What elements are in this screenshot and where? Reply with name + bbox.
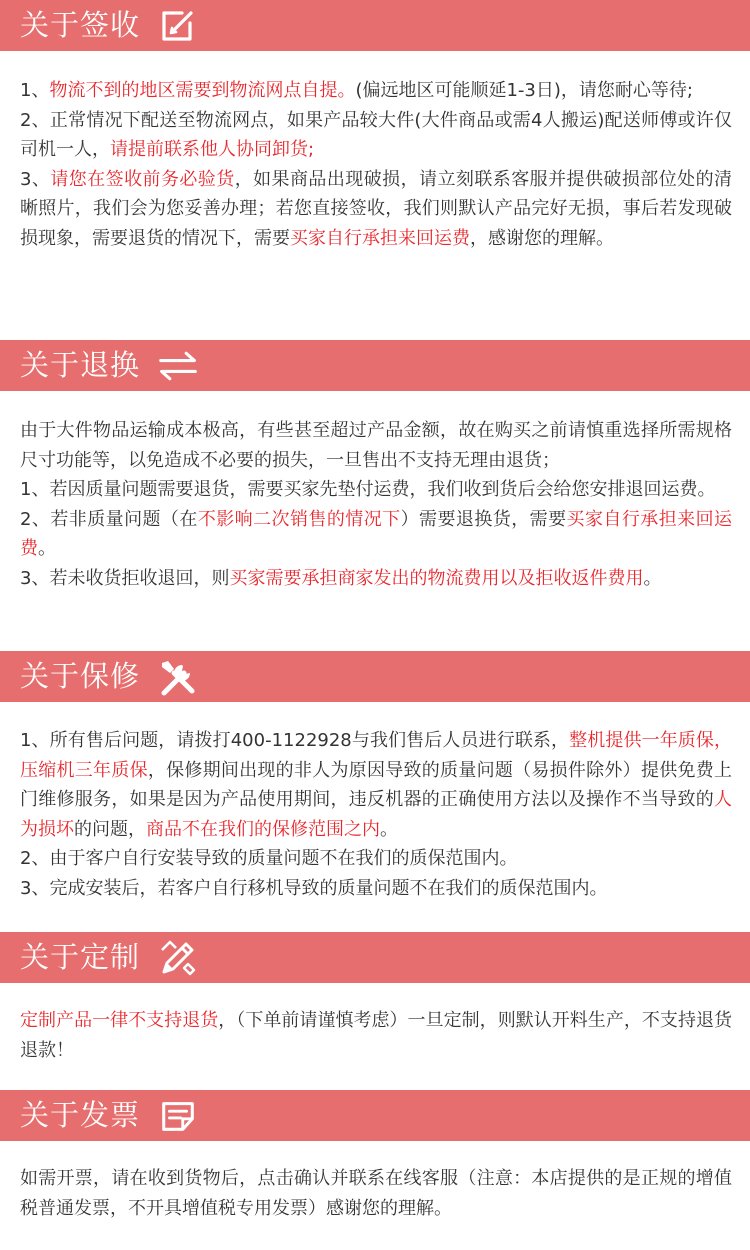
- body-text: 如需开票，请在收到货物后，点击确认并联系在线客服（注意：本店提供的是正规的增值税普通发票，不开具增值税专用发票）感谢您的理解。: [20, 1168, 732, 1219]
- body-text: 1、所有售后问题，请拨打400-1122928与我们售后人员进行联系，: [20, 730, 570, 751]
- section-body-warranty: [20, 726, 732, 904]
- body-text: 。: [380, 818, 398, 840]
- highlighted-text: 请您在签收前务必验货: [50, 168, 235, 190]
- body-text: 2、若非质量问题（在: [20, 508, 198, 530]
- section-header-custom: [0, 932, 750, 983]
- section-body-invoice: [20, 1164, 732, 1223]
- body-text: 3、若未收货拒收退回，则: [20, 567, 230, 589]
- section-body-custom: [20, 1006, 732, 1065]
- policy-paragraph: [20, 165, 732, 254]
- highlighted-text: 买家需要承担商家发出的物流费用以及拒收返件费用: [229, 567, 644, 589]
- section-body-returns: [20, 416, 732, 594]
- section-header-invoice: [0, 1090, 750, 1141]
- section-header-returns: [0, 340, 750, 391]
- policy-paragraph: [20, 564, 732, 594]
- body-text: ，保修期间出现的非人为原因导致的质量问题（易损件除外）提供免费上门维修服务，如果是因为产品使用期间，违反机器的正确使用方法以及操作不当导致的: [20, 759, 732, 811]
- section-body-signing: [20, 76, 732, 254]
- policy-paragraph: [20, 106, 732, 165]
- highlighted-text: 物流不到的地区需要到物流网点自提。: [49, 80, 356, 101]
- highlighted-text: 整机提供一年质保，压缩机三年质保: [20, 730, 733, 781]
- body-text: 3、完成安装后，若客户自行移机导致的质量问题不在我们的质保范围内。: [20, 877, 608, 899]
- body-text: ，如果商品出现破损，请立刻联系客服并提供破损部位处的清晰照片，我们会为您妥善办理；若您直接签收，我们则默认产品完好无损，事后若发现破损现象，需要退货的情况下，需要: [20, 168, 733, 249]
- body-text: 1、: [20, 80, 50, 101]
- section-title: 关于签收: [20, 8, 141, 42]
- highlighted-text: 人为损坏: [20, 789, 732, 840]
- highlighted-text: 不影响二次销售的情况下: [197, 508, 401, 530]
- policy-paragraph: [20, 1006, 732, 1065]
- policy-paragraph: [20, 844, 732, 874]
- edit-note-icon: [158, 6, 198, 46]
- body-text: 2、由于客户自行安装导致的质量问题不在我们的质保范围内。: [20, 848, 518, 870]
- policy-paragraph: [20, 76, 732, 106]
- policy-paragraph: [20, 416, 732, 475]
- policy-paragraph: [20, 874, 732, 904]
- highlighted-text: 定制产品一律不支持退货: [20, 1010, 219, 1031]
- section-title: 关于退换: [20, 348, 141, 382]
- body-text: 。: [38, 538, 56, 560]
- body-text: ）需要退换货，需要: [400, 508, 567, 530]
- invoice-icon: [158, 1096, 198, 1136]
- body-text: 。: [643, 567, 662, 589]
- exchange-arrows-icon: [158, 346, 198, 386]
- body-text: 由于大件物品运输成本极高，有些甚至超过产品金额，故在购买之前请慎重选择所需规格尺寸功能等，以免造成不必要的损失，一旦售出不支持无理由退货；: [20, 420, 732, 471]
- policy-paragraph: [20, 1164, 732, 1223]
- body-text: 3、: [20, 168, 51, 190]
- highlighted-text: 买家自行承担来回运费: [20, 508, 733, 560]
- section-title: 关于发票: [20, 1098, 141, 1132]
- section-title: 关于保修: [20, 659, 141, 693]
- wrench-screwdriver-icon: [158, 657, 198, 697]
- section-title: 关于定制: [20, 940, 141, 974]
- body-text: 1、若因质量问题需要退货，需要买家先垫付运费，我们收到货后会给您安排退回运费。: [20, 479, 716, 501]
- section-header-warranty: [0, 651, 750, 702]
- body-text: (偏远地区可能顺延1-3日)，请您耐心等待;: [355, 80, 693, 101]
- highlighted-text: 请提前联系他人协同卸货;: [110, 139, 315, 161]
- body-text: 2、正常情况下配送至物流网点，如果产品较大件(大件商品或需4人搬运)配送师傅或许仅司机一人，: [20, 109, 732, 161]
- policy-paragraph: [20, 726, 732, 844]
- body-text: 的问题，: [74, 818, 146, 840]
- highlighted-text: 商品不在我们的保修范围之内: [146, 818, 380, 840]
- highlighted-text: 买家自行承担来回运费: [290, 227, 470, 249]
- policy-paragraph: [20, 475, 732, 505]
- pencil-ruler-icon: [158, 938, 198, 978]
- body-text: ，感谢您的理解。: [470, 227, 614, 249]
- section-header-signing: [0, 0, 750, 51]
- body-text: ，（下单前请谨慎考虑）一旦定制，则默认开料生产，不支持退货退款！: [20, 1010, 732, 1061]
- policy-paragraph: [20, 505, 732, 564]
